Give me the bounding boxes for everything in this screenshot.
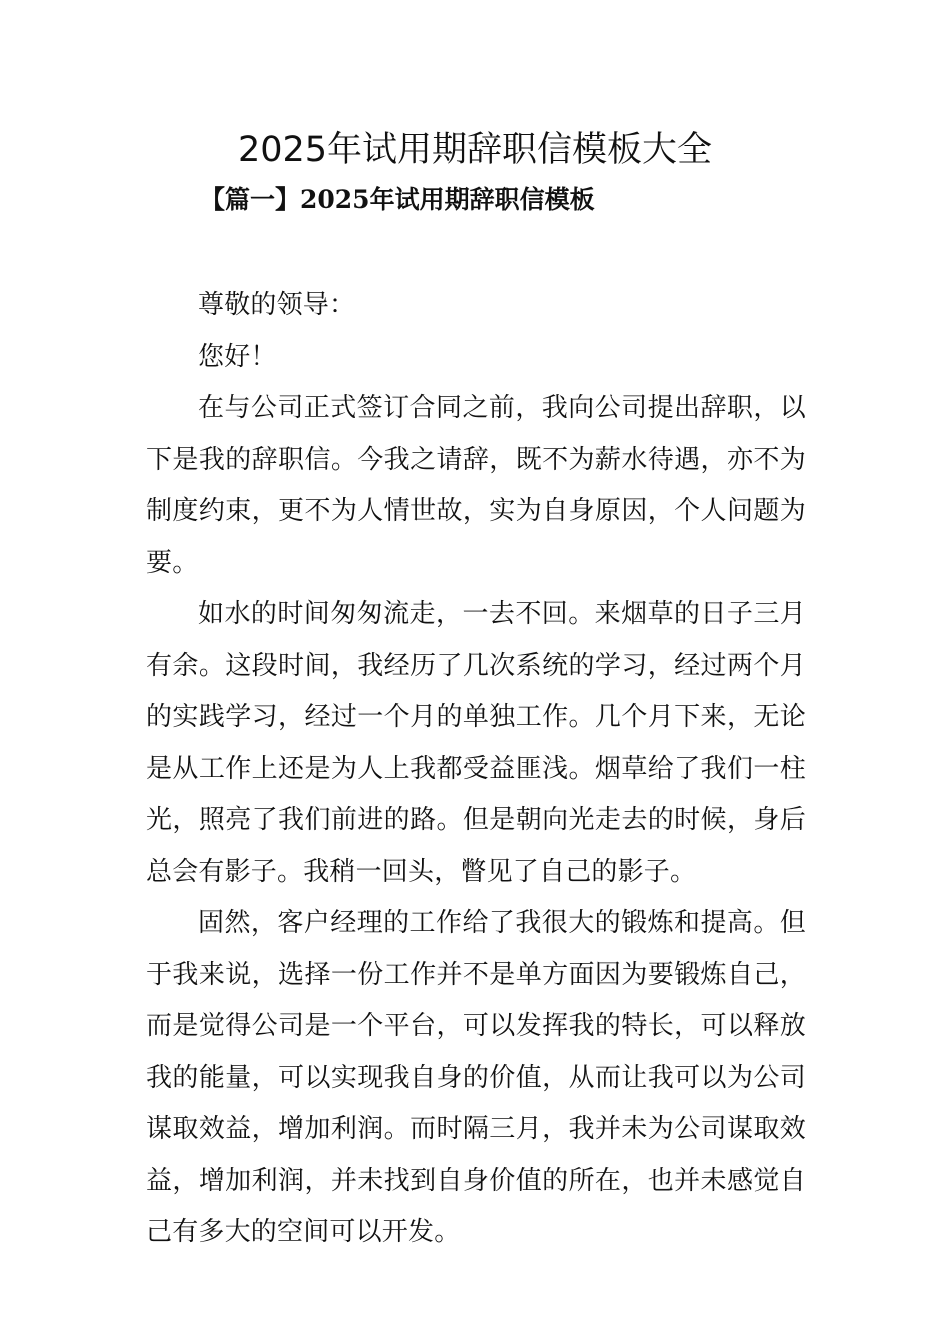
greeting: 尊敬的领导： (198, 290, 356, 320)
letter-body (146, 280, 806, 1259)
salutation: 您好！ (198, 341, 277, 372)
section-heading: 【篇一】2025年试用期辞职信模板 (200, 185, 595, 214)
body-paragraph-3: 固然，客户经理的工作给了我很大的锻炼和提高。但于我来说，选择一份工作并不是单方面因为要锻炼自己，而是觉得公司是一个平台，可以发挥我的特长，可以释放我的能量，可以实现我自身的价值，从而让我可以为公司谋取效益，增加利润。而时隔三月，我并未为公司谋取效益，增加利润，并未找到自身价值的所在，也并未感觉自己有多大的空间可以开发。 (146, 908, 806, 1247)
document-title: 2025年试用期辞职信模板大全 (237, 130, 713, 170)
body-paragraph-1: 在与公司正式签订合同之前，我向公司提出辞职，以下是我的辞职信。今我之请辞，既不为薪水待遇，亦不为制度约束，更不为人情世故，实为自身原因，个人问题为要。 (146, 393, 806, 578)
body-paragraph-2: 如水的时间匆匆流走，一去不回。来烟草的日子三月有余。这段时间，我经历了几次系统的学习，经过两个月的实践学习，经过一个月的单独工作。几个月下来，无论是从工作上还是为人上我都受益匪浅。烟草给了我们一柱光，照亮了我们前进的路。但是朝向光走去的时候，身后总会有影子。我稍一回头，瞥见了自己的影子。 (146, 599, 806, 887)
